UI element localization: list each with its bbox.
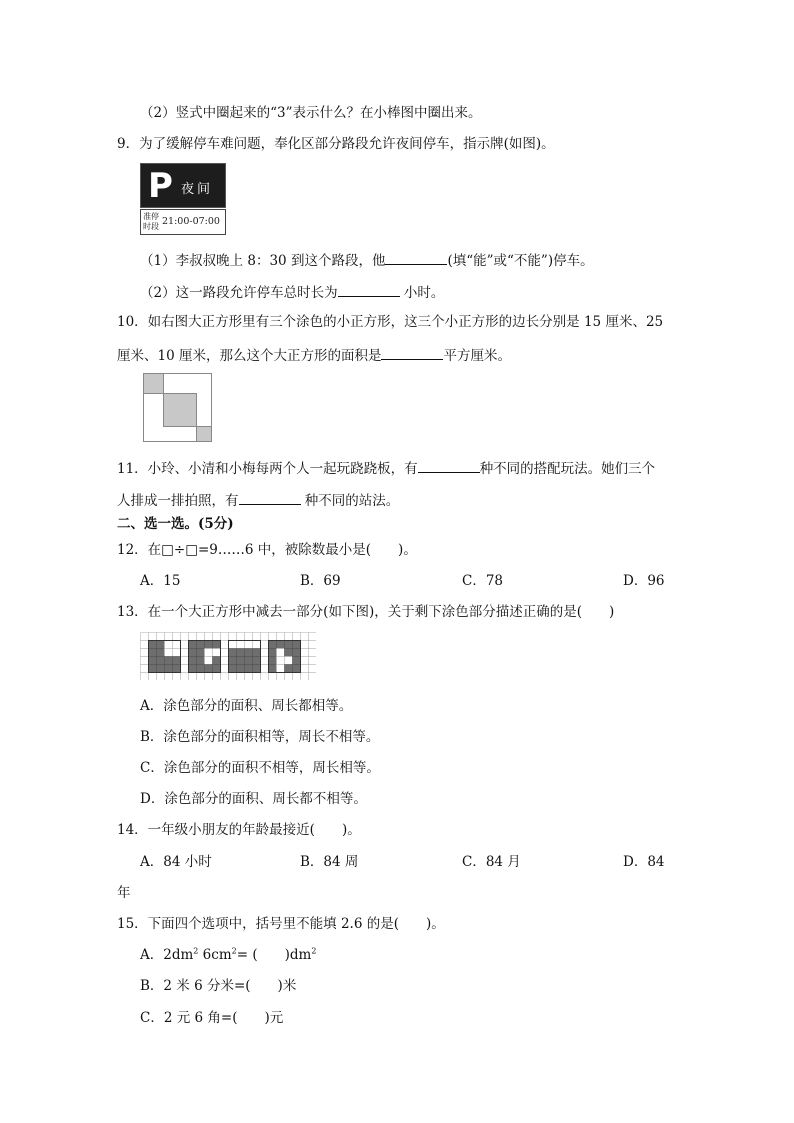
grid-cell	[157, 649, 165, 657]
grid-cell	[253, 649, 261, 657]
grid-cell	[173, 649, 181, 657]
grid-cell	[277, 649, 285, 657]
grid-cell	[173, 665, 181, 673]
grid-cell	[245, 673, 253, 681]
grid-cell	[205, 657, 213, 665]
grid-cell	[181, 641, 189, 649]
question-11-line-1: 11．小玲、小清和小梅每两个人一起玩跷跷板，有 种不同的搭配玩法。她们三个	[117, 458, 655, 478]
question-9-stem: 9．为了缓解停车难问题，奉化区部分路段允许夜间停车，指示牌(如图)。	[117, 136, 555, 152]
question-15-option-b[interactable]: B．2 米 6 分米=( )米	[140, 978, 297, 994]
grid-cell	[269, 633, 277, 641]
grid-cell	[301, 665, 309, 673]
answer-blank[interactable]	[385, 250, 447, 265]
question-13-option-c[interactable]: C．涂色部分的面积不相等，周长相等。	[140, 760, 380, 776]
grid-cell	[285, 673, 293, 681]
grid-cell	[309, 665, 317, 673]
question-11-line-2: 人排成一排拍照，有 种不同的站法。	[117, 490, 399, 510]
grid-cell	[229, 665, 237, 673]
grid-cell	[205, 641, 213, 649]
answer-blank[interactable]	[381, 345, 443, 360]
grid-cell	[269, 649, 277, 657]
question-15-option-c[interactable]: C．2 元 6 角=( )元	[140, 1010, 284, 1026]
answer-blank[interactable]	[338, 282, 400, 297]
grid-cell	[245, 665, 253, 673]
grid-cell	[189, 633, 197, 641]
question-10-line-1: 10．如右图大正方形里有三个涂色的小正方形，这三个小正方形的边长分别是 15 厘米、25	[117, 314, 664, 330]
grid-cell	[181, 633, 189, 641]
grid-cell	[157, 665, 165, 673]
grid-cell	[189, 657, 197, 665]
parking-sign-image	[140, 163, 226, 235]
grid-cell	[277, 633, 285, 641]
grid-cell	[253, 665, 261, 673]
grid-cell	[237, 641, 245, 649]
grid-cell	[245, 633, 253, 641]
grid-cell	[173, 657, 181, 665]
grid-cell	[269, 657, 277, 665]
grid-cell	[189, 673, 197, 681]
grid-cell	[141, 665, 149, 673]
grid-cell	[189, 649, 197, 657]
question-9-part-2: （2）这一路段允许停车总时长为 小时。	[140, 282, 444, 302]
question-15-option-a[interactable]: A．$2dm^2$ $6cm^2=$ ( )$dm^2$	[140, 946, 317, 963]
grid-cell	[221, 633, 229, 641]
grid-cell	[237, 665, 245, 673]
grid-cell	[245, 649, 253, 657]
section-2-heading: 二、选一选。(5分)	[117, 516, 234, 532]
grid-cell	[221, 649, 229, 657]
question-14-option-a[interactable]: A．84 小时	[140, 854, 212, 870]
question-12-option-b[interactable]: B．69	[300, 573, 341, 589]
grid-cell	[205, 649, 213, 657]
question-9-part-1: （1）李叔叔晚上 8：30 到这个路段，他 (填“能”或“不能”)停车。	[140, 250, 594, 270]
question-13-option-b[interactable]: B．涂色部分的面积相等，周长不相等。	[140, 729, 380, 745]
grid-cell	[221, 665, 229, 673]
grid-cell	[269, 665, 277, 673]
parking-night-word: 夜间	[181, 182, 214, 197]
grid-cell	[261, 673, 269, 681]
grid-cell	[197, 633, 205, 641]
grid-cell	[309, 649, 317, 657]
grid-cell	[197, 649, 205, 657]
grid-cell	[181, 665, 189, 673]
grid-cell	[149, 641, 157, 649]
grid-cell	[269, 673, 277, 681]
question-14-option-b[interactable]: B．84 周	[300, 854, 359, 870]
question-14-option-d[interactable]: D．84	[623, 854, 665, 870]
question-14-option-d-wrap: 年	[117, 885, 131, 901]
grid-cell	[221, 673, 229, 681]
grid-cell	[253, 641, 261, 649]
grid-cell	[309, 673, 317, 681]
question-14-option-c[interactable]: C．84 月	[462, 854, 521, 870]
grid-cell	[165, 633, 173, 641]
grid-cell	[277, 641, 285, 649]
grid-cell	[261, 665, 269, 673]
question-13-option-a[interactable]: A．涂色部分的面积、周长都相等。	[140, 698, 353, 714]
grid-cell	[149, 657, 157, 665]
question-14-stem: 14．一年级小朋友的年龄最接近( )。	[117, 822, 361, 838]
grid-cell	[157, 633, 165, 641]
grid-cell	[141, 673, 149, 681]
grid-cell	[253, 657, 261, 665]
answer-blank[interactable]	[239, 490, 301, 505]
grid-cell	[165, 641, 173, 649]
grid-cell	[261, 641, 269, 649]
question-12-option-c[interactable]: C．78	[462, 573, 504, 589]
grid-cell	[165, 649, 173, 657]
grid-cell	[261, 657, 269, 665]
grid-cell	[213, 657, 221, 665]
grid-cell	[301, 657, 309, 665]
grid-cell	[237, 657, 245, 665]
parking-p-letter: P	[148, 166, 173, 206]
grid-cell	[197, 665, 205, 673]
squares-figure	[143, 373, 213, 443]
grid-cell	[309, 633, 317, 641]
grid-cell	[149, 673, 157, 681]
question-10-line-2: 厘米、10 厘米，那么这个大正方形的面积是 平方厘米。	[117, 345, 511, 365]
grid-cell	[173, 673, 181, 681]
grid-cell	[301, 649, 309, 657]
question-8-part-2: （2）竖式中圈起来的“3”表示什么？在小棒图中圈出来。	[140, 105, 482, 121]
grid-cell	[301, 641, 309, 649]
grid-cell	[197, 641, 205, 649]
parking-period-label: 准停时段	[143, 212, 159, 231]
grid-cell	[157, 641, 165, 649]
grid-cell	[149, 649, 157, 657]
grid-cell	[309, 641, 317, 649]
grid-cell	[261, 633, 269, 641]
grid-cell	[229, 633, 237, 641]
grid-cell	[157, 673, 165, 681]
grid-cell	[149, 633, 157, 641]
grid-cell	[197, 673, 205, 681]
question-12-option-d[interactable]: D．96	[623, 573, 665, 589]
grid-cell	[261, 649, 269, 657]
answer-blank[interactable]	[418, 458, 480, 473]
grid-cell	[229, 657, 237, 665]
grid-cell	[221, 641, 229, 649]
grid-cell	[293, 673, 301, 681]
grid-cell	[293, 649, 301, 657]
grid-cell	[285, 665, 293, 673]
grid-cell	[165, 665, 173, 673]
grid-cell	[189, 641, 197, 649]
grid-cell	[285, 657, 293, 665]
grid-cell	[293, 665, 301, 673]
grid-cell	[213, 633, 221, 641]
grid-cell	[149, 665, 157, 673]
grid-cell	[165, 673, 173, 681]
grid-cell	[245, 657, 253, 665]
grid-cell	[277, 657, 285, 665]
grid-cell	[293, 641, 301, 649]
grid-cell	[253, 633, 261, 641]
grid-cell	[221, 657, 229, 665]
grid-cell	[213, 665, 221, 673]
grid-cell	[173, 641, 181, 649]
grid-cell	[213, 641, 221, 649]
grid-cell	[173, 633, 181, 641]
grid-cell	[309, 657, 317, 665]
grid-cell	[213, 673, 221, 681]
grid-cell	[205, 665, 213, 673]
grid-cell	[269, 641, 277, 649]
question-15-stem: 15．下面四个选项中，括号里不能填 2.6 的是( )。	[117, 916, 445, 932]
grid-cell	[245, 641, 253, 649]
question-13-stem: 13．在一个大正方形中减去一部分(如下图)，关于剩下涂色部分描述正确的是( )	[117, 604, 615, 620]
grid-cell	[181, 673, 189, 681]
grid-cell	[237, 673, 245, 681]
question-12-stem: 12．在□÷□=9……6 中，被除数最小是( )。	[117, 542, 417, 558]
question-13-option-d[interactable]: D．涂色部分的面积、周长都不相等。	[140, 791, 367, 807]
grid-cell	[141, 657, 149, 665]
grid-cell	[237, 633, 245, 641]
grid-cell	[229, 649, 237, 657]
grid-cell	[285, 641, 293, 649]
grid-cell	[229, 673, 237, 681]
grid-cell	[285, 649, 293, 657]
grid-cell	[141, 633, 149, 641]
grid-cell	[157, 657, 165, 665]
grid-cell	[229, 641, 237, 649]
question-12-option-a[interactable]: A．15	[140, 573, 181, 589]
grid-cell	[189, 665, 197, 673]
grid-cell	[277, 673, 285, 681]
grid-cell	[237, 649, 245, 657]
grid-shapes-figure	[140, 632, 316, 680]
grid-cell	[205, 673, 213, 681]
grid-cell	[301, 673, 309, 681]
parking-time-range: 21:00-07:00	[162, 216, 220, 227]
grid-cell	[181, 657, 189, 665]
grid-cell	[285, 633, 293, 641]
grid-cell	[165, 657, 173, 665]
grid-cell	[293, 657, 301, 665]
grid-cell	[301, 633, 309, 641]
grid-cell	[213, 649, 221, 657]
grid-cell	[141, 641, 149, 649]
grid-cell	[141, 649, 149, 657]
grid-cell	[293, 633, 301, 641]
grid-cell	[197, 657, 205, 665]
grid-cell	[253, 673, 261, 681]
grid-cell	[181, 649, 189, 657]
grid-cell	[277, 665, 285, 673]
grid-cell	[205, 633, 213, 641]
